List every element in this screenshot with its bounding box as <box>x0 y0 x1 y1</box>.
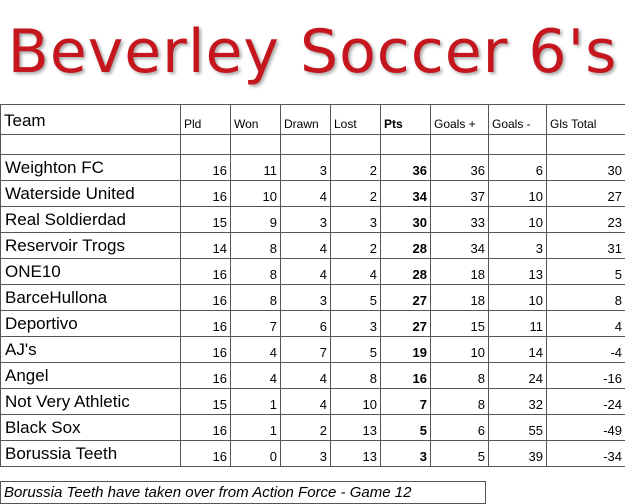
goals-against-cell: 11 <box>489 311 547 337</box>
played-cell: 16 <box>181 415 231 441</box>
goals-for-cell: 15 <box>431 311 489 337</box>
goals-total-cell: -16 <box>547 363 625 389</box>
played-cell: 14 <box>181 233 231 259</box>
header-goals-total: Gls Total <box>547 105 625 135</box>
drawn-cell: 6 <box>281 311 331 337</box>
drawn-cell: 4 <box>281 181 331 207</box>
goals-against-cell: 6 <box>489 155 547 181</box>
lost-cell: 13 <box>331 441 381 467</box>
table-header-row <box>1 105 625 135</box>
lost-cell: 5 <box>331 337 381 363</box>
played-cell: 15 <box>181 389 231 415</box>
goals-for-cell: 8 <box>431 363 489 389</box>
goals-for-cell: 37 <box>431 181 489 207</box>
won-cell: 4 <box>231 337 281 363</box>
goals-against-cell: 14 <box>489 337 547 363</box>
goals-total-cell: 8 <box>547 285 625 311</box>
table-row <box>1 441 625 467</box>
played-cell: 16 <box>181 441 231 467</box>
won-cell: 11 <box>231 155 281 181</box>
lost-cell: 13 <box>331 415 381 441</box>
played-cell: 16 <box>181 155 231 181</box>
goals-for-cell: 10 <box>431 337 489 363</box>
goals-against-cell: 10 <box>489 285 547 311</box>
goals-for-cell: 6 <box>431 415 489 441</box>
header-pts: Pts <box>381 105 431 135</box>
goals-total-cell: 5 <box>547 259 625 285</box>
goals-for-cell: 34 <box>431 233 489 259</box>
table-row <box>1 415 625 441</box>
drawn-cell: 3 <box>281 285 331 311</box>
points-cell: 16 <box>381 363 431 389</box>
team-name-cell: Not Very Athletic <box>1 389 181 415</box>
played-cell: 16 <box>181 311 231 337</box>
goals-for-cell: 18 <box>431 259 489 285</box>
table-row <box>1 363 625 389</box>
league-table <box>0 104 625 467</box>
points-cell: 36 <box>381 155 431 181</box>
points-cell: 27 <box>381 285 431 311</box>
header-team: Team <box>1 105 181 135</box>
played-cell: 16 <box>181 181 231 207</box>
points-cell: 5 <box>381 415 431 441</box>
won-cell: 8 <box>231 233 281 259</box>
goals-total-cell: -34 <box>547 441 625 467</box>
won-cell: 4 <box>231 363 281 389</box>
table-row <box>1 285 625 311</box>
goals-for-cell: 5 <box>431 441 489 467</box>
lost-cell: 10 <box>331 389 381 415</box>
goals-against-cell: 32 <box>489 389 547 415</box>
played-cell: 16 <box>181 259 231 285</box>
spacer-cell <box>1 135 181 155</box>
team-name-cell: Weighton FC <box>1 155 181 181</box>
won-cell: 8 <box>231 285 281 311</box>
header-drawn: Drawn <box>281 105 331 135</box>
won-cell: 8 <box>231 259 281 285</box>
table-row <box>1 311 625 337</box>
drawn-cell: 4 <box>281 363 331 389</box>
spacer-cell <box>547 135 625 155</box>
points-cell: 7 <box>381 389 431 415</box>
header-pld: Pld <box>181 105 231 135</box>
lost-cell: 2 <box>331 181 381 207</box>
points-cell: 3 <box>381 441 431 467</box>
played-cell: 16 <box>181 285 231 311</box>
goals-against-cell: 55 <box>489 415 547 441</box>
spacer-cell <box>431 135 489 155</box>
drawn-cell: 4 <box>281 389 331 415</box>
header-won: Won <box>231 105 281 135</box>
goals-total-cell: 31 <box>547 233 625 259</box>
spacer-cell <box>231 135 281 155</box>
goals-against-cell: 24 <box>489 363 547 389</box>
points-cell: 27 <box>381 311 431 337</box>
goals-total-cell: -4 <box>547 337 625 363</box>
table-row <box>1 207 625 233</box>
goals-total-cell: 30 <box>547 155 625 181</box>
drawn-cell: 2 <box>281 415 331 441</box>
drawn-cell: 4 <box>281 233 331 259</box>
goals-for-cell: 33 <box>431 207 489 233</box>
played-cell: 15 <box>181 207 231 233</box>
points-cell: 19 <box>381 337 431 363</box>
lost-cell: 5 <box>331 285 381 311</box>
team-name-cell: Black Sox <box>1 415 181 441</box>
drawn-cell: 3 <box>281 207 331 233</box>
drawn-cell: 3 <box>281 155 331 181</box>
table-row <box>1 389 625 415</box>
table-row <box>1 181 625 207</box>
goals-total-cell: -24 <box>547 389 625 415</box>
team-name-cell: BarceHullona <box>1 285 181 311</box>
played-cell: 16 <box>181 337 231 363</box>
lost-cell: 2 <box>331 155 381 181</box>
team-name-cell: Real Soldierdad <box>1 207 181 233</box>
lost-cell: 8 <box>331 363 381 389</box>
points-cell: 28 <box>381 259 431 285</box>
team-name-cell: Angel <box>1 363 181 389</box>
goals-total-cell: -49 <box>547 415 625 441</box>
lost-cell: 2 <box>331 233 381 259</box>
header-goals-for: Goals + <box>431 105 489 135</box>
team-name-cell: Deportivo <box>1 311 181 337</box>
spacer-cell <box>281 135 331 155</box>
points-cell: 30 <box>381 207 431 233</box>
page-title: Beverley Soccer 6's <box>7 17 618 87</box>
spacer-row <box>1 135 625 155</box>
spacer-cell <box>181 135 231 155</box>
won-cell: 1 <box>231 389 281 415</box>
points-cell: 34 <box>381 181 431 207</box>
won-cell: 7 <box>231 311 281 337</box>
team-name-cell: Waterside United <box>1 181 181 207</box>
header-goals-against: Goals - <box>489 105 547 135</box>
won-cell: 1 <box>231 415 281 441</box>
team-name-cell: AJ's <box>1 337 181 363</box>
won-cell: 10 <box>231 181 281 207</box>
goals-against-cell: 10 <box>489 207 547 233</box>
goals-total-cell: 4 <box>547 311 625 337</box>
goals-against-cell: 13 <box>489 259 547 285</box>
goals-for-cell: 36 <box>431 155 489 181</box>
table-row <box>1 233 625 259</box>
lost-cell: 3 <box>331 207 381 233</box>
team-name-cell: Borussia Teeth <box>1 441 181 467</box>
goals-against-cell: 39 <box>489 441 547 467</box>
team-name-cell: Reservoir Trogs <box>1 233 181 259</box>
table-body <box>1 155 625 467</box>
lost-cell: 4 <box>331 259 381 285</box>
goals-total-cell: 27 <box>547 181 625 207</box>
team-name-cell: ONE10 <box>1 259 181 285</box>
spacer-cell <box>381 135 431 155</box>
goals-for-cell: 8 <box>431 389 489 415</box>
goals-for-cell: 18 <box>431 285 489 311</box>
spacer-cell <box>489 135 547 155</box>
table-row <box>1 337 625 363</box>
drawn-cell: 7 <box>281 337 331 363</box>
lost-cell: 3 <box>331 311 381 337</box>
won-cell: 0 <box>231 441 281 467</box>
header-lost: Lost <box>331 105 381 135</box>
points-cell: 28 <box>381 233 431 259</box>
goals-total-cell: 23 <box>547 207 625 233</box>
goals-against-cell: 3 <box>489 233 547 259</box>
played-cell: 16 <box>181 363 231 389</box>
footnote: Borussia Teeth have taken over from Action Force - Game 12 <box>0 481 486 504</box>
won-cell: 9 <box>231 207 281 233</box>
table-row <box>1 259 625 285</box>
goals-against-cell: 10 <box>489 181 547 207</box>
spacer-cell <box>331 135 381 155</box>
drawn-cell: 4 <box>281 259 331 285</box>
drawn-cell: 3 <box>281 441 331 467</box>
table-row <box>1 155 625 181</box>
